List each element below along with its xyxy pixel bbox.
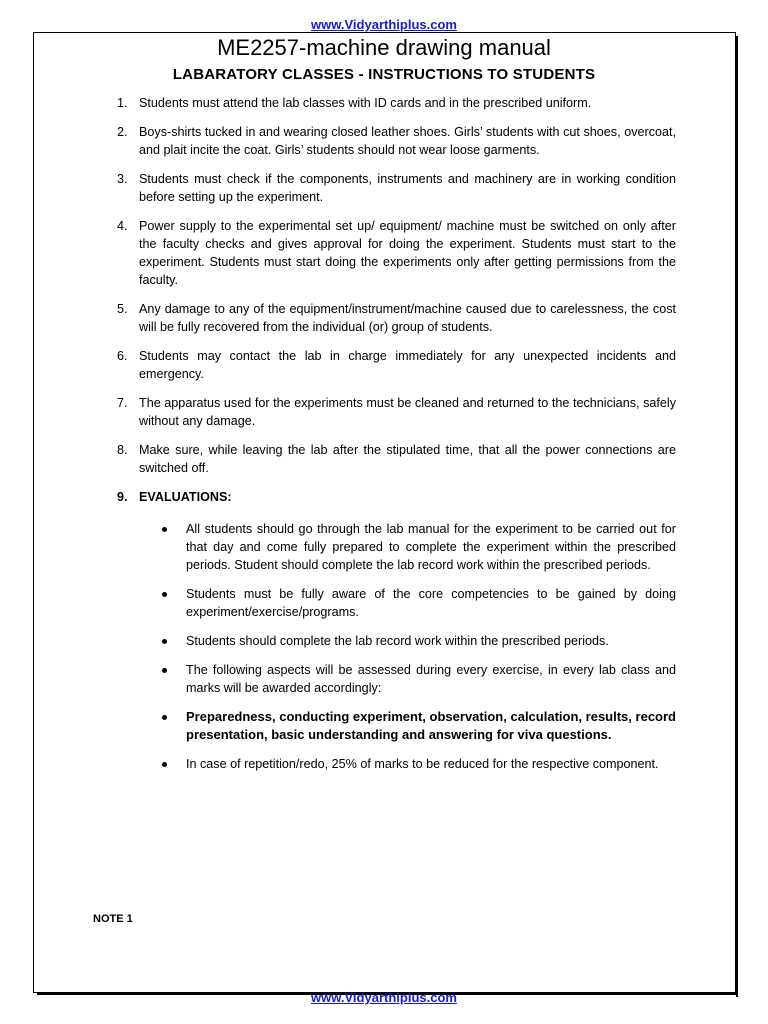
bullet-dot-icon [162,762,167,767]
instruction-item [111,170,676,206]
item-number: 2. [117,125,128,139]
item-number: 8. [117,443,128,457]
bullet-dot-icon [162,715,167,720]
item-number: 9. [117,490,128,504]
item-number: 5. [117,302,128,316]
evaluation-bullet [186,661,676,697]
item-text: Power supply to the experimental set up/ equipment/ machine must be switched on only after the faculty checks and gives approval for doing the experiment. Students must start to the experiment. Students must start doing the experiments only after getting permissions from the faculty. [139,219,676,287]
evaluations-heading [111,488,676,506]
item-text: Boys-shirts tucked in and wearing closed leather shoes. Girls’ students with cut shoes, overcoat, and plait incite the coat. Girls’ students should not wear loose garments. [139,125,676,157]
item-number: 3. [117,172,128,186]
document-subtitle: LABARATORY CLASSES - INSTRUCTIONS TO STUDENTS [172,66,596,83]
bullet-text: Students must be fully aware of the core competencies to be gained by doing experiment/exercise/programs. [186,587,676,619]
item-text: EVALUATIONS: [139,490,232,504]
instruction-item [111,94,676,112]
bullet-dot-icon [162,592,167,597]
evaluation-bullet [186,632,676,650]
instruction-item [111,300,676,336]
item-number: 7. [117,396,128,410]
instruction-list [111,94,676,784]
bullet-text: In case of repetition/redo, 25% of marks to be reduced for the respective component. [186,757,659,771]
evaluation-bullet [186,520,676,574]
evaluation-bullet [186,585,676,621]
bullet-text: Students should complete the lab record work within the prescribed periods. [186,634,609,648]
instruction-item [111,217,676,289]
instruction-item [111,441,676,477]
bullet-text: The following aspects will be assessed during every exercise, in every lab class and marks will be awarded accordingly: [186,663,676,695]
item-text: The apparatus used for the experiments must be cleaned and returned to the technicians, safely without any damage. [139,396,676,428]
item-text: Students must attend the lab classes with ID cards and in the prescribed uniform. [139,96,592,110]
header-site-link[interactable]: www.Vidyarthiplus.com [311,17,457,32]
footer-site-link[interactable]: www.Vidyarthiplus.com [311,990,457,1005]
instruction-item [111,394,676,430]
bullet-text: Preparedness, conducting experiment, observation, calculation, results, record presentation, basic understanding and answering for viva questions. [186,709,676,742]
evaluation-bullet-bold [186,708,676,744]
bullet-dot-icon [162,668,167,673]
item-text: Any damage to any of the equipment/instrument/machine caused due to carelessness, the cost will be fully recovered from the individual (or) group of students. [139,302,676,334]
item-number: 6. [117,349,128,363]
bullet-dot-icon [162,639,167,644]
note-label: NOTE 1 [93,913,133,925]
item-number: 1. [117,96,128,110]
evaluation-bullet-list [111,520,676,773]
instruction-item [111,123,676,159]
item-text: Make sure, while leaving the lab after the stipulated time, that all the power connections are switched off. [139,443,676,475]
evaluation-bullet [186,755,676,773]
item-text: Students must check if the components, instruments and machinery are in working condition before setting up the experiment. [139,172,676,204]
document-title: ME2257-machine drawing manual [217,35,551,60]
instruction-item [111,347,676,383]
page-border-shadow-right [736,36,738,997]
item-text: Students may contact the lab in charge immediately for any unexpected incidents and emergency. [139,349,676,381]
item-number: 4. [117,219,128,233]
bullet-text: All students should go through the lab manual for the experiment to be carried out for that day and come fully prepared to complete the experiment within the prescribed periods. Student should complete the lab record work within the prescribed periods. [186,522,676,572]
bullet-dot-icon [162,527,167,532]
